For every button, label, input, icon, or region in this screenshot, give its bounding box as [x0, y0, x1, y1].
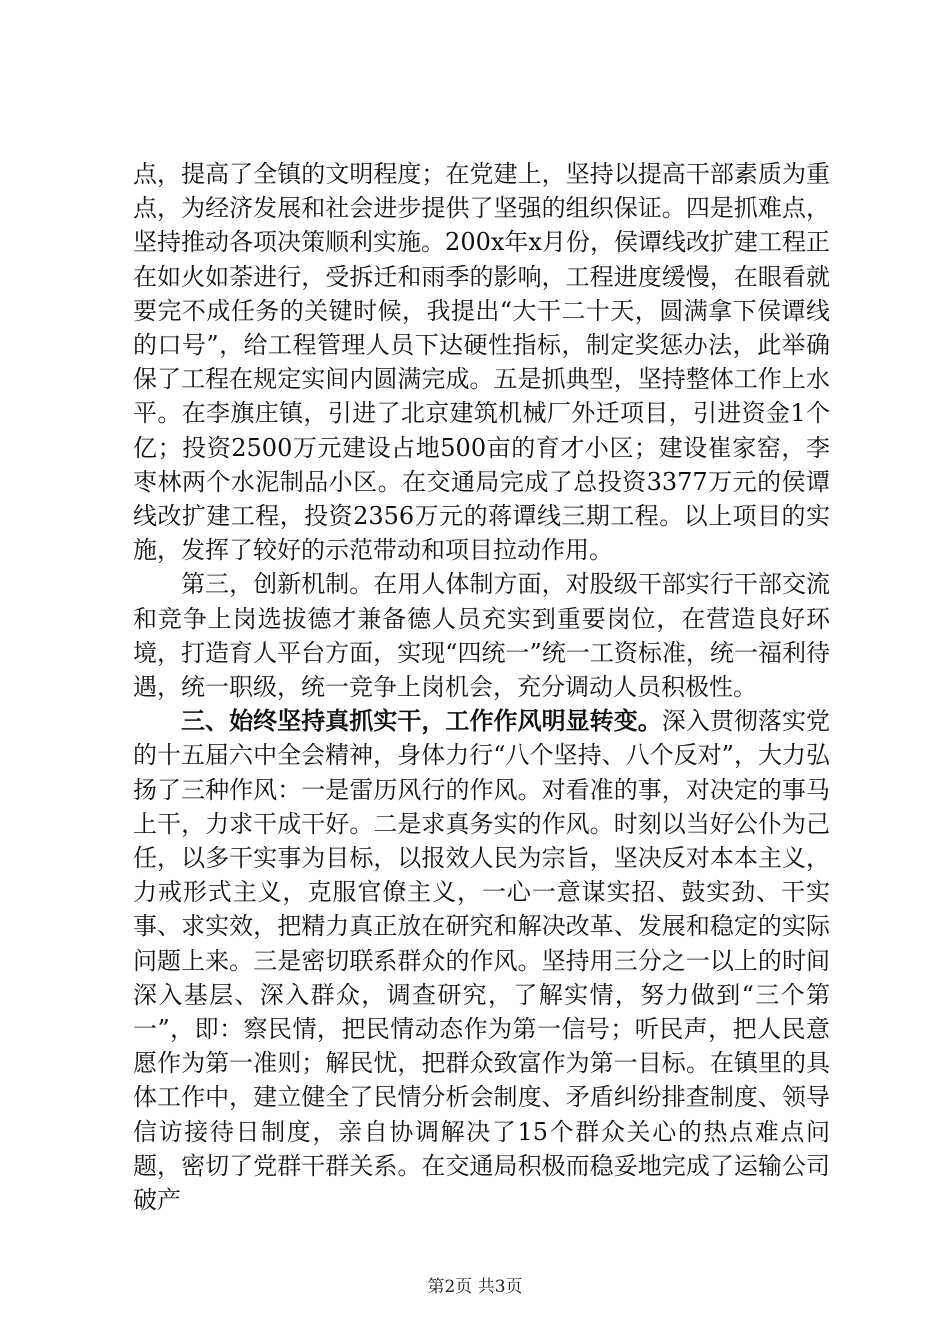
section-heading-three: 三、始终坚持真抓实干，工作作风明显转变。 — [181, 706, 662, 736]
paragraph-work-style-body: 深入贯彻落实党的十五届六中全会精神，身体力行“八个坚持、八个反对”，大力弘扬了三种作风：一是雷历风行的作风。对看准的事，对决定的事马上干，力求干成干好。二是求真务实的作风。时刻以当好公仆为己任，以多干实事为目标，以报效人民为宗旨，坚决反对本本主义，力戒形式主义，克服官僚主义，一心一意谋实招、鼓实劲、干实事、求实效，把精力真正放在研究和解决改革、发展和稳定的实际问题上来。三是密切联系群众的作风。坚持用三分之一以上的时间深入基层、深入群众，调查研究，了解实情，努力做到“三个第一”，即：察民情，把民情动态作为第一信号；听民声，把人民意愿作为第一准则；解民忧，把群众致富作为第一目标。在镇里的具体工作中，建立健全了民情分析会制度、矛盾纠纷排查制度、领导信访接待日制度，亲自协调解决了15个群众关心的热点难点问题，密切了党群干群关系。在交通局积极而稳妥地完成了运输公司破产 — [133, 707, 831, 1215]
page-footer: 第2页 共3页 — [427, 1277, 523, 1297]
document-body — [133, 157, 830, 1217]
paragraph-work-style — [133, 704, 830, 1217]
paragraph-continuation: 点，提高了全镇的文明程度；在党建上，坚持以提高干部素质为重点，为经济发展和社会进步提供了坚强的组织保证。四是抓难点，坚持推动各项决策顺利实施。200x年x月份，侯谭线改扩建工程正在如火如荼进行，受拆迁和雨季的影响，工程进度缓慢，在眼看就要完不成任务的关键时候，我提出“大干二十天，圆满拿下侯谭线的口号”，给工程管理人员下达硬性指标，制定奖惩办法，此举确保了工程在规定实间内圆满完成。五是抓典型，坚持整体工作上水平。在李旗庄镇，引进了北京建筑机械厂外迁项目，引进资金1个亿；投资2500万元建设占地500亩的育才小区；建设崔家窑，李枣林两个水泥制品小区。在交通局完成了总投资3377万元的侯谭线改扩建工程，投资2356万元的蒋谭线三期工程。以上项目的实施，发挥了较好的示范带动和项目拉动作用。 — [133, 160, 830, 565]
paragraph-innovation-mechanism: 第三，创新机制。在用人体制方面，对股级干部实行干部交流和竞争上岗选拔德才兼备德人员充实到重要岗位，在营造良好环境，打造育人平台方面，实现“四统一”统一工资标准，统一福利待遇，统一职级，统一竞争上岗机会，充分调动人员积极性。 — [133, 570, 830, 702]
